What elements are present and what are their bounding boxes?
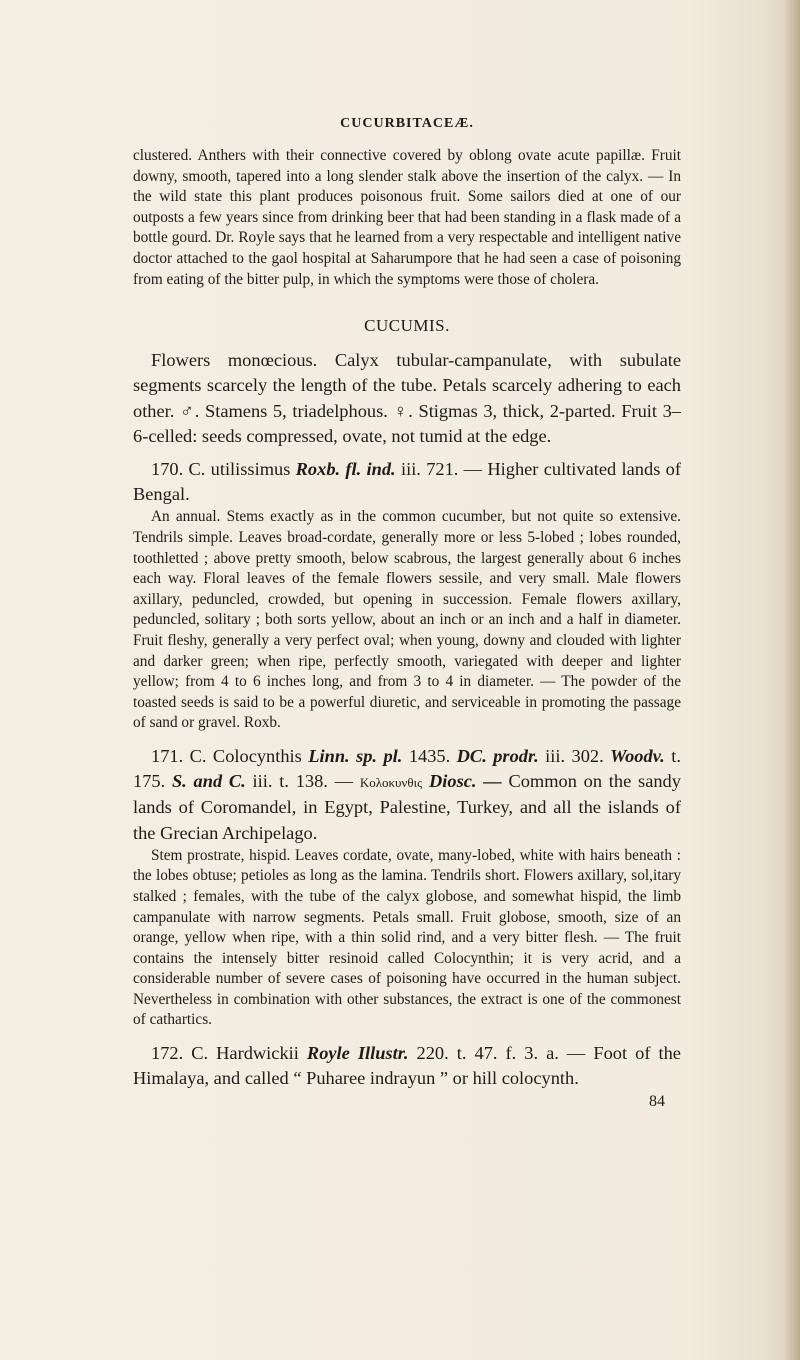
text-column (133, 116, 681, 1111)
species-171-description: Stem prostrate, hispid. Leaves cordate, ovate, many-lobed, white with hairs beneath : the lobes obtuse; petioles as long as the lamina. Tendrils short. Flowers axillary, sol,itary stalked ; females, with the tube of the calyx globose, and somewhat hispid, the limb campanulate with narrow segments. Petals small. Fruit globose, smooth, size of an orange, yellow when ripe, with a thin solid rind, and a very bitter flesh. — The fruit contains the intensely bitter resinoid called Colocynthin; it is very acrid, and a considerable number of severe cases of poisoning have occurred in the human subject. Nevertheless in combination with other substances, the extract is one of the commonest of cathartics. (133, 846, 681, 1029)
species-name: C. utilissimus (188, 458, 291, 479)
intro-paragraph: clustered. Anthers with their connective covered by oblong ovate acute papillæ. Fruit downy, smooth, tapered into a long slender stalk above the insertion of the calyx. — In the wild state this plant produces poisonous fruit. Some sailors died at one of our outposts a few years since from drinking beer that had been standing in a flask made of a bottle gourd. Dr. Royle says that he learned from a very respectable and intelligent native doctor attached to the gaol hospital at Saharumpore that he had seen a case of poisoning from eating of the bitter pulp, in which the symptoms were those of cholera. (133, 147, 681, 288)
habitat: Higher cultivated lands of Bengal. (133, 458, 681, 505)
page-edge-shadow (786, 0, 800, 1360)
citation: Roxb. fl. ind. (295, 458, 396, 479)
species-172-heading: 172. C. Hardwickii Royle Illustr. 220. t. 47. f. 3. a. — Foot of the Himalaya, and called “ Puharee indrayun ” or hill colocynth. (133, 1043, 681, 1089)
species-170-heading: 170. C. utilissimus Roxb. fl. ind. iii. 721. — Higher cultivated lands of Bengal. (133, 458, 681, 505)
species-name: C. Colocynthis (189, 745, 302, 766)
genus-description: Flowers monœcious. Calyx tubular-campanulate, with subulate segments scarcely the length of the tube. Petals scarcely adhering to each other. ♂. Stamens 5, triadelphous. ♀. Stigmas 3, thick, 2-parted. Fruit 3–6-celled: seeds compressed, ovate, not tumid at the edge. (133, 350, 681, 446)
citation: Royle Illustr. (306, 1043, 409, 1064)
greek-name: Κολοκυνθις (359, 775, 423, 791)
running-head: CUCURBITACEÆ. (340, 116, 474, 131)
habitat: Foot of the Himalaya, and called “ Puharee indrayun ” or hill colocynth. (133, 1043, 681, 1089)
page-number: 84 (649, 1093, 665, 1111)
species-170-description: An annual. Stems exactly as in the common cucumber, but not quite so extensive. Tendrils simple. Leaves broad-cordate, generally more or less 5-lobed ; lobes rounded, toothletted ; above pretty smooth, below scabrous, the largest generally about 6 inches each way. Floral leaves of the female flowers sessile, and very small. Male flowers axillary, peduncled, crowded, but opening in succession. Female flowers axillary, peduncled, solitary ; both sorts yellow, about an inch or an inch and a half in diameter. Fruit fleshy, generally a very perfect oval; when young, downy and clouded with lighter and darker green; when ripe, perfectly smooth, variegated with deeper and lighter yellow; from 4 to 6 inches long, and from 3 to 4 in diameter. — The powder of the toasted seeds is said to be a powerful diuretic, and serviceable in promoting the passage of sand or gravel. Roxb. (133, 508, 681, 732)
species-171-heading: 171. C. Colocynthis Linn. sp. pl. 1435. DC. prodr. iii. 302. Woodv. t. 175. S. and C. iii. t. 138. — Κολοκυνθις Diosc. — Common on the sandy lands of Coromandel, in Egypt, Palestine, Turkey, and all the islands of the Grecian Archipelago. (133, 745, 681, 843)
species-name: C. Hardwickii (191, 1043, 299, 1064)
genus-heading: CUCUMIS. (364, 316, 450, 336)
habitat: Common on the sandy lands of Coromandel, in Egypt, Palestine, Turkey, and all the islands of the Grecian Archipelago. (133, 771, 681, 843)
